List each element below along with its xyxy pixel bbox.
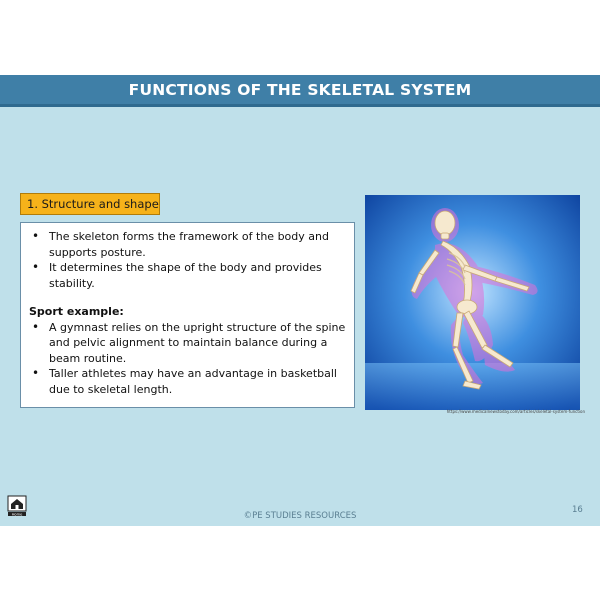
footer-copyright: ©PE STUDIES RESOURCES <box>243 511 357 521</box>
image-credit: https://www.medicalnewstoday.com/articles/skeletal-system-function <box>446 409 585 414</box>
section-heading <box>20 193 160 215</box>
content-box <box>20 222 355 408</box>
section-heading-label: 1. Structure and shape <box>27 197 159 211</box>
bullet-list <box>29 229 346 291</box>
slide <box>0 75 600 526</box>
sport-example-heading: Sport example: <box>29 305 124 318</box>
sport-bullet-list <box>29 320 346 398</box>
bullet-item: • It determines the shape of the body and provides stability. <box>29 260 346 291</box>
home-label: Home <box>11 512 23 517</box>
page-number: 16 <box>572 505 583 515</box>
sport-bullet-item: • A gymnast relies on the upright structure of the spine and pelvic alignment to maintain balance during a beam routine. <box>29 320 346 367</box>
bullet-item: • The skeleton forms the framework of the body and supports posture. <box>29 229 346 260</box>
sport-bullet-item: • Taller athletes may have an advantage in basketball due to skeletal length. <box>29 366 346 397</box>
slide-title: FUNCTIONS OF THE SKELETAL SYSTEM <box>128 80 472 99</box>
skeleton-runner-image <box>365 195 580 410</box>
title-bar <box>0 75 600 107</box>
